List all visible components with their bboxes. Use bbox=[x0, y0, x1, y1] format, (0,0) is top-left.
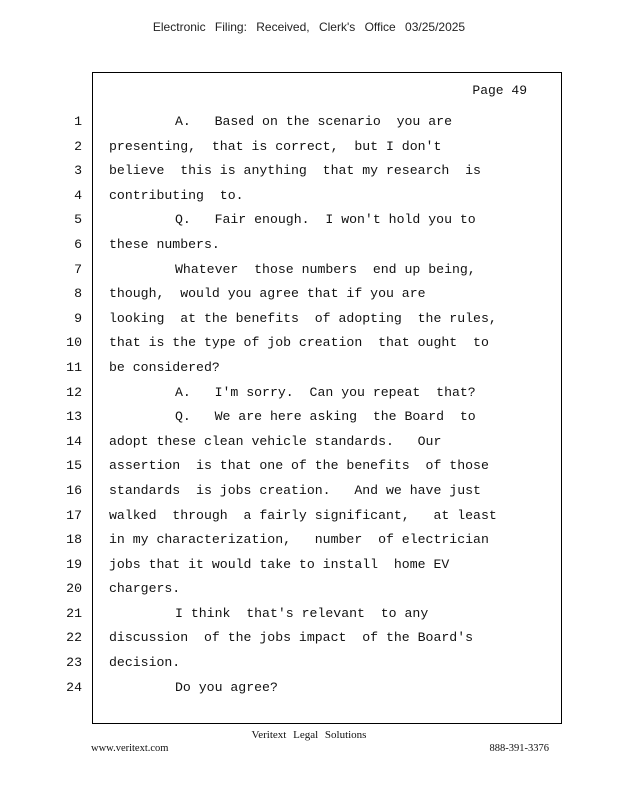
line-text: I think that's relevant to any bbox=[175, 605, 429, 621]
line-text: looking at the benefits of adopting the rules, bbox=[109, 310, 497, 326]
transcript-line bbox=[0, 626, 618, 651]
line-text: Q. We are here asking the Board to bbox=[175, 409, 476, 425]
footer-phone: 888-391-3376 bbox=[489, 743, 549, 754]
transcript-line bbox=[0, 381, 618, 406]
transcript-line bbox=[0, 282, 618, 307]
transcript-line bbox=[0, 405, 618, 430]
line-text: A. Based on the scenario you are bbox=[175, 114, 452, 129]
line-text: believe this is anything that my research is bbox=[109, 163, 481, 179]
transcript-line bbox=[0, 159, 618, 184]
line-text: in my characterization, number of electrician bbox=[109, 532, 489, 548]
page-number: Page 49 bbox=[472, 83, 527, 98]
transcript-line bbox=[0, 307, 618, 332]
transcript-line bbox=[0, 553, 618, 578]
transcript-line bbox=[0, 479, 618, 504]
line-number: 8 bbox=[74, 286, 82, 302]
line-text: Whatever those numbers end up being, bbox=[175, 261, 476, 277]
line-text: chargers. bbox=[109, 581, 181, 597]
transcript-line bbox=[0, 602, 618, 627]
line-text: A. I'm sorry. Can you repeat that? bbox=[175, 384, 476, 400]
filing-stamp-header: Electronic Filing: Received, Clerk's Office 03/25/2025 bbox=[152, 20, 466, 34]
transcript-line bbox=[0, 356, 618, 381]
line-number: 14 bbox=[66, 433, 82, 449]
line-text: assertion is that one of the benefits of those bbox=[109, 458, 489, 474]
line-text: discussion of the jobs impact of the Board's bbox=[109, 630, 474, 646]
transcript-line bbox=[0, 331, 618, 356]
line-number: 13 bbox=[66, 409, 82, 425]
transcript-line bbox=[0, 651, 618, 676]
line-text: these numbers. bbox=[109, 236, 220, 252]
transcript-line bbox=[0, 184, 618, 209]
line-number: 5 bbox=[74, 212, 82, 228]
line-text: presenting, that is correct, but I don't bbox=[109, 138, 442, 154]
line-number: 19 bbox=[66, 556, 82, 572]
transcript-lines bbox=[0, 110, 618, 700]
transcript-line bbox=[0, 454, 618, 479]
line-text: Q. Fair enough. I won't hold you to bbox=[175, 212, 476, 228]
line-number: 2 bbox=[74, 138, 82, 154]
transcript-line bbox=[0, 135, 618, 160]
line-number: 11 bbox=[66, 359, 82, 375]
line-number: 18 bbox=[66, 532, 82, 548]
line-number: 9 bbox=[74, 310, 82, 326]
line-number: 24 bbox=[66, 679, 82, 695]
line-text: adopt these clean vehicle standards. Our bbox=[109, 433, 442, 449]
line-text: Do you agree? bbox=[175, 679, 278, 695]
line-number: 10 bbox=[66, 335, 82, 351]
line-number: 3 bbox=[74, 163, 82, 179]
line-number: 1 bbox=[74, 114, 82, 129]
line-text: walked through a fairly significant, at least bbox=[109, 507, 497, 523]
transcript-line bbox=[0, 208, 618, 233]
transcript-line bbox=[0, 110, 618, 135]
transcript-line bbox=[0, 577, 618, 602]
transcript-line bbox=[0, 528, 618, 553]
line-number: 6 bbox=[74, 236, 82, 252]
footer-website: www.veritext.com bbox=[91, 743, 169, 754]
transcript-line bbox=[0, 676, 618, 701]
transcript-line bbox=[0, 504, 618, 529]
line-number: 15 bbox=[66, 458, 82, 474]
transcript-line bbox=[0, 258, 618, 283]
line-text: jobs that it would take to install home EV bbox=[109, 556, 450, 572]
line-text: decision. bbox=[109, 655, 181, 671]
line-number: 22 bbox=[66, 630, 82, 646]
line-number: 23 bbox=[66, 655, 82, 671]
footer-company: Veritext Legal Solutions bbox=[251, 729, 367, 741]
line-number: 20 bbox=[66, 581, 82, 597]
line-number: 4 bbox=[74, 187, 82, 203]
line-number: 16 bbox=[66, 482, 82, 498]
line-text: though, would you agree that if you are bbox=[109, 286, 426, 302]
line-number: 7 bbox=[74, 261, 82, 277]
line-number: 21 bbox=[66, 605, 82, 621]
line-text: standards is jobs creation. And we have just bbox=[109, 482, 481, 498]
line-number: 17 bbox=[66, 507, 82, 523]
transcript-line bbox=[0, 430, 618, 455]
transcript-line bbox=[0, 233, 618, 258]
line-text: contributing to. bbox=[109, 187, 244, 203]
line-number: 12 bbox=[66, 384, 82, 400]
line-text: that is the type of job creation that ought to bbox=[109, 335, 489, 351]
line-text: be considered? bbox=[109, 359, 220, 375]
